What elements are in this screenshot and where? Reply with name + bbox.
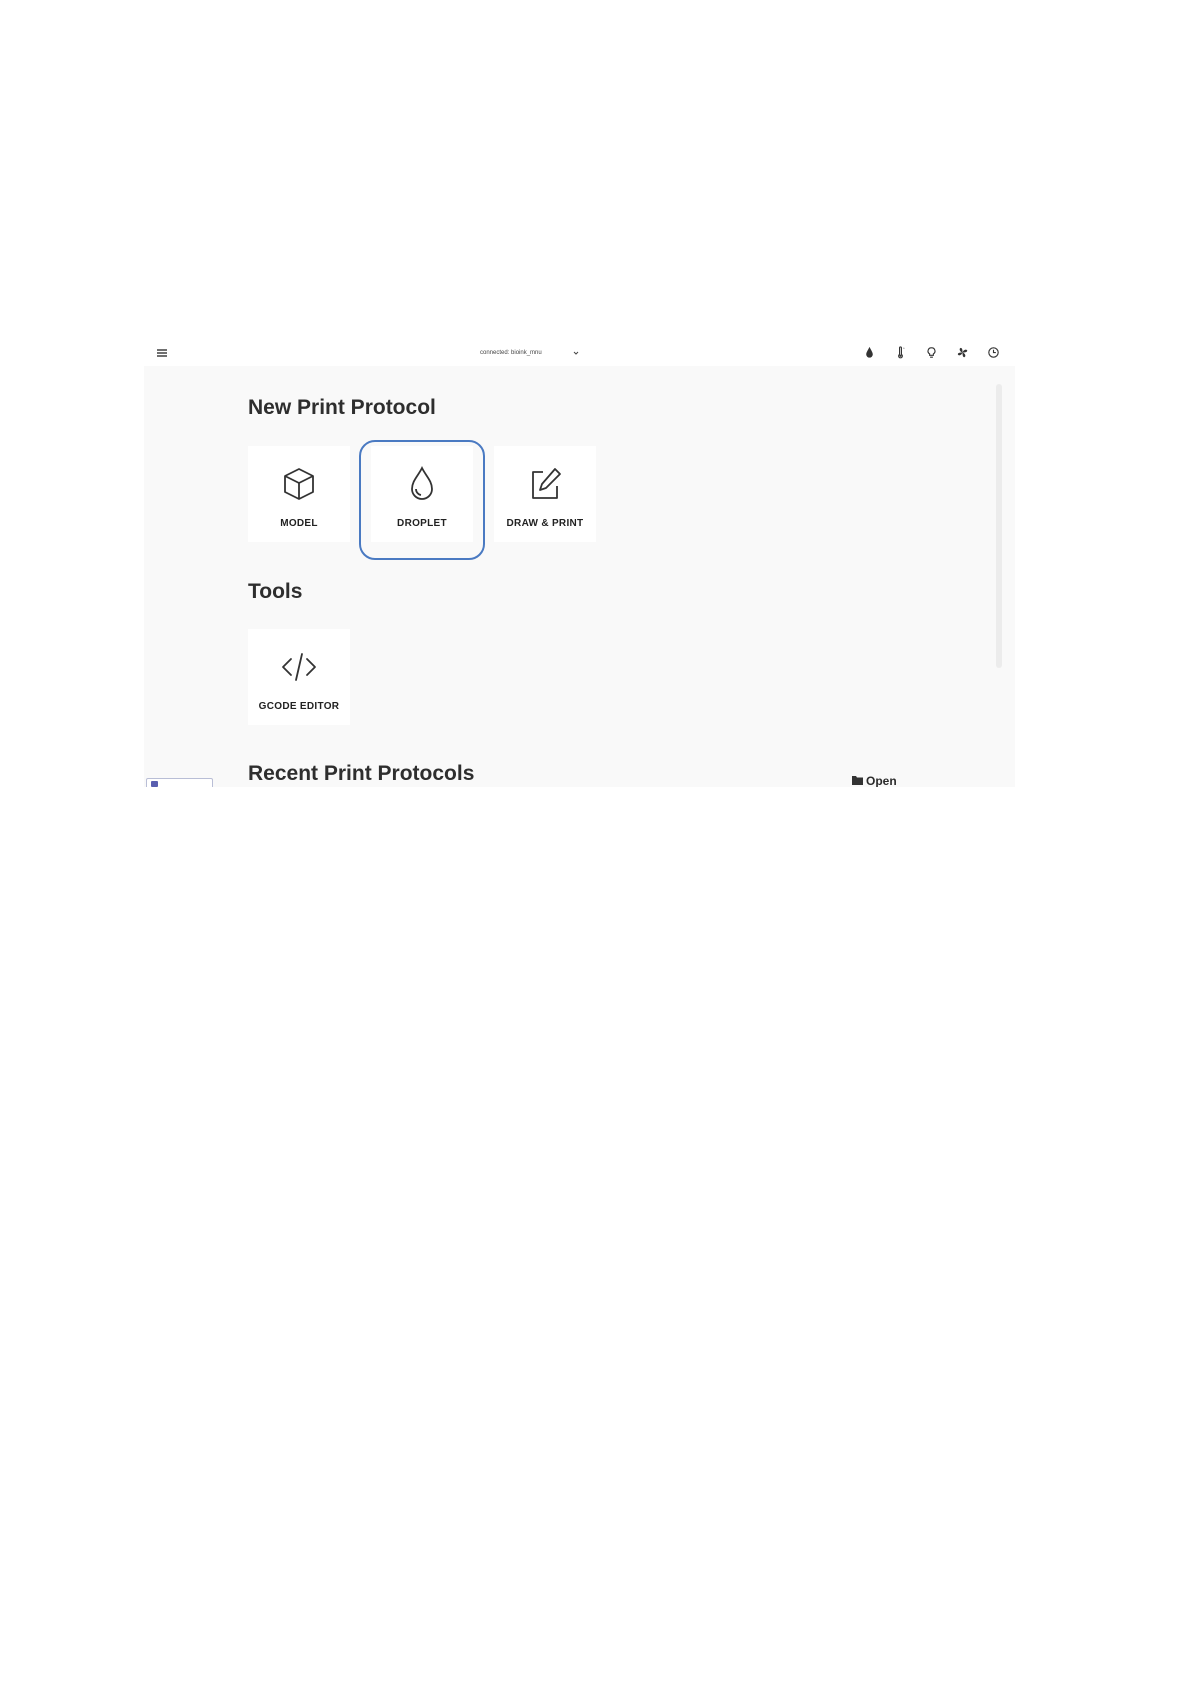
folder-icon bbox=[852, 774, 863, 787]
temperature-icon[interactable] bbox=[893, 345, 908, 360]
svg-text:°: ° bbox=[902, 347, 905, 352]
draw-and-print-card-label: DRAW & PRINT bbox=[506, 518, 584, 529]
model-card[interactable] bbox=[248, 446, 350, 542]
cube-icon bbox=[279, 464, 319, 504]
edit-icon bbox=[525, 464, 565, 504]
clock-icon[interactable] bbox=[986, 345, 1001, 360]
draw-and-print-card[interactable] bbox=[494, 446, 596, 542]
top-bar bbox=[144, 340, 1015, 366]
model-card-label: MODEL bbox=[280, 518, 318, 529]
droplet-card-label: DROPLET bbox=[397, 518, 447, 529]
device-selector[interactable] bbox=[480, 344, 580, 362]
gcode-editor-card[interactable] bbox=[248, 629, 350, 725]
device-selector-label: connected: bioink_mnu bbox=[480, 350, 542, 356]
new-print-protocol-title: New Print Protocol bbox=[248, 396, 436, 419]
droplet-status-icon[interactable] bbox=[862, 345, 877, 360]
fan-icon[interactable] bbox=[955, 345, 970, 360]
scrollbar[interactable] bbox=[996, 384, 1002, 668]
recent-print-protocols-title: Recent Print Protocols bbox=[248, 762, 475, 785]
mini-widget[interactable] bbox=[146, 778, 213, 787]
tools-title: Tools bbox=[248, 580, 303, 603]
light-bulb-icon[interactable] bbox=[924, 345, 939, 360]
open-button-label: Open bbox=[866, 774, 897, 787]
widget-icon bbox=[151, 781, 158, 787]
app-window bbox=[144, 340, 1015, 787]
open-button[interactable] bbox=[852, 774, 897, 787]
gcode-editor-card-label: GCODE EDITOR bbox=[258, 701, 340, 712]
code-icon bbox=[279, 647, 319, 687]
droplet-card-highlight bbox=[359, 440, 485, 560]
status-icons bbox=[862, 345, 1001, 360]
menu-icon[interactable] bbox=[155, 346, 169, 360]
chevron-down-icon bbox=[572, 349, 580, 357]
